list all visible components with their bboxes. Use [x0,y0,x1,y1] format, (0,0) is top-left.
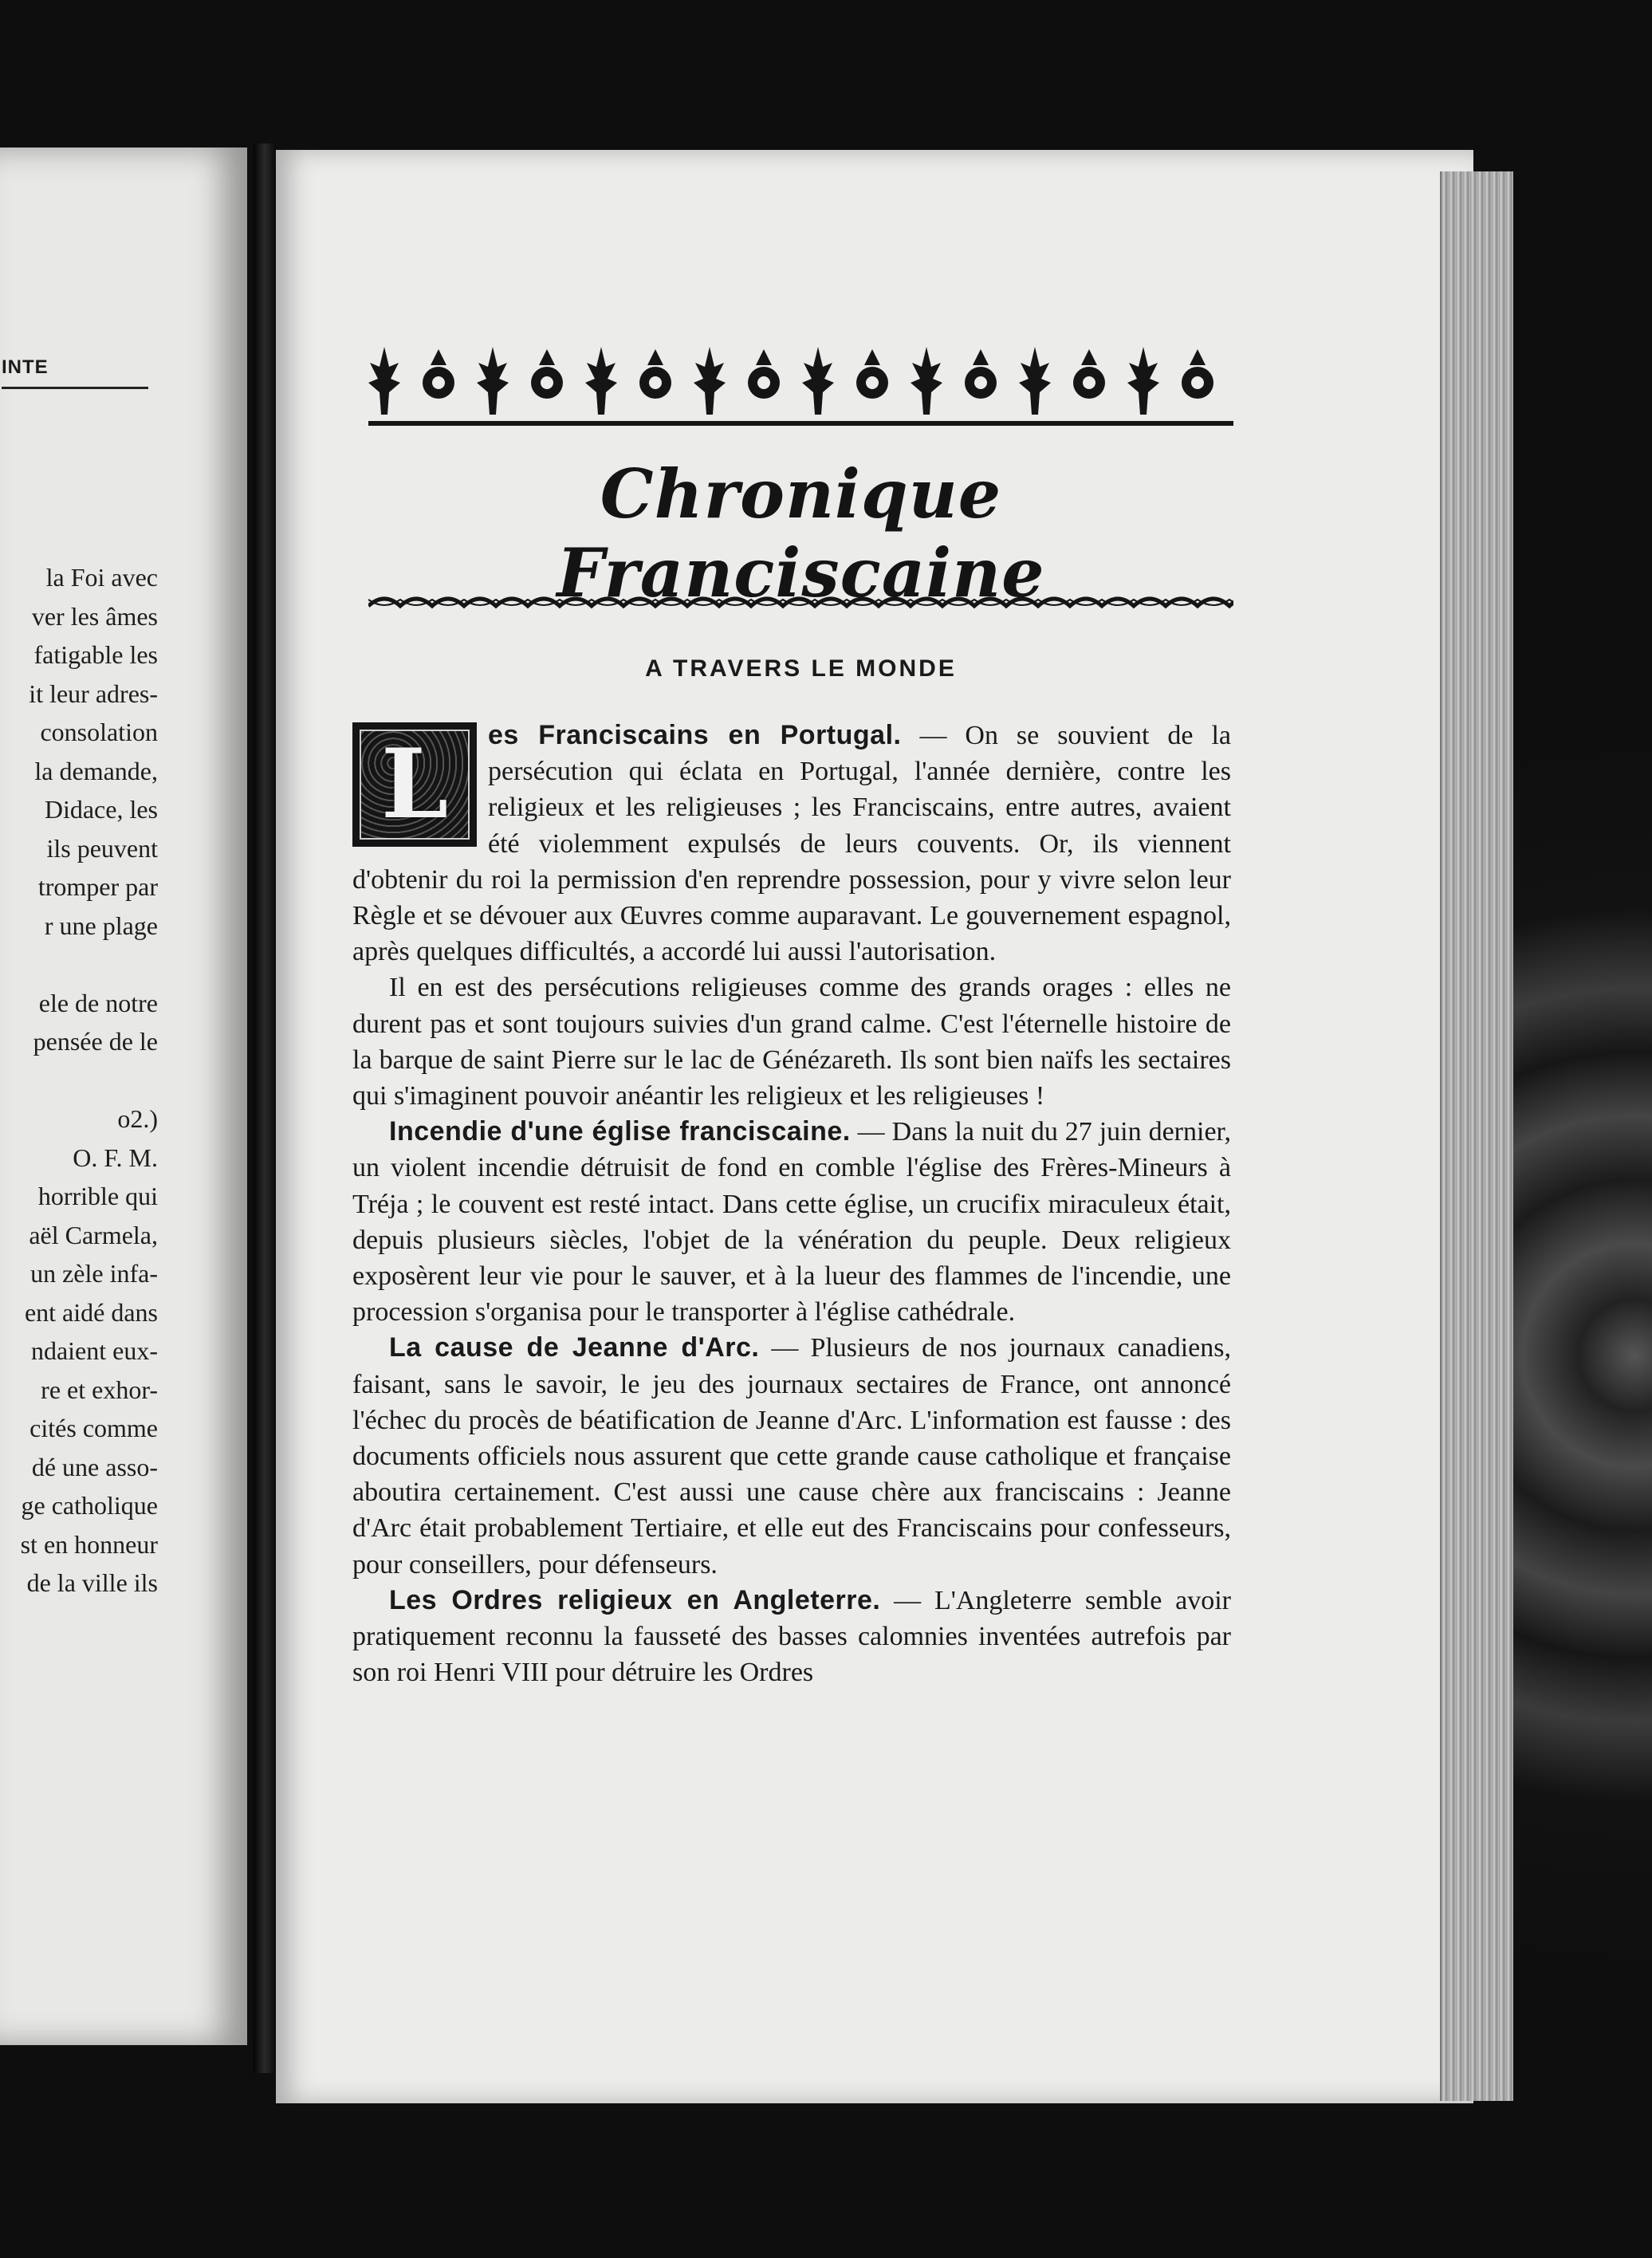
drop-cap-ornament [352,722,477,847]
article-jeanne-darc [352,1330,1231,1582]
article-heading: Incendie d'une église franciscaine. [389,1116,851,1147]
left-page-line: aël Carmela, [29,1220,158,1249]
left-page-line: ver les âmes [31,601,158,631]
left-page-line [0,1061,158,1100]
article-body [352,718,1231,1690]
section-heading: A TRAVERS LE MONDE [645,655,957,682]
left-page-line: r une plage [44,911,158,940]
left-page-line: consolation [40,718,158,746]
left-page-line: la demande, [34,756,158,785]
left-page-line: ndaient eux- [30,1336,158,1365]
left-page-line: st en honneur [20,1529,158,1559]
article-text: — On se souvient de la persécution qui éclata en Portugal, l'année dernière, contre les religieux et les religieuses ; les Franciscains, entre autres, avaient été violemment expulsés de leurs couvents. Or, ils viennent d'obtenir du roi la permission d'en reprendre possession, pour y vivre selon leur Règle et se dévouer aux Œuvres comme auparavant. Le gouvernement espagnol, après quelques difficultés, a accordé lui aussi l'autorisation. [352,721,1231,967]
left-page-line: ent aidé dans [24,1297,158,1327]
left-page-line: ele de notre [38,988,158,1017]
article-heading: Les Ordres religieux en Angleterre. [389,1584,881,1615]
left-page-line: un zèle infa- [30,1259,158,1288]
article-angleterre [352,1583,1231,1691]
drop-cap-letter: L [380,728,449,841]
left-page-line: dé une asso- [31,1452,158,1481]
left-page-line: ge catholique [21,1491,158,1520]
article-text: — Dans la nuit du 27 juin dernier, un violent incendie détruisit de fond en comble l'église des Frères-Mineurs à Tréja ; le couvent est resté intact. Dans cette église, un crucifix miraculeux était, depuis plusieurs siècles, l'objet de la vénération du peuple. Deux religieux exposèrent leur vie pour le sauver, et à la lueur des flammes de l'incendie, une procession s'organisa pour le transporter à l'église cathédrale. [352,1117,1231,1328]
left-page-text [0,558,158,1603]
left-page-line: it leur adres- [29,679,158,708]
left-running-head: INTE [2,356,148,389]
left-page-line: fatigable les [33,640,158,669]
article-heading: La cause de Jeanne d'Arc. [389,1332,760,1363]
book-gutter [254,144,276,2073]
article-heading: es Franciscains en Portugal. [488,720,902,750]
page-edges [1440,171,1513,2101]
left-page-line: la Foi avec [45,563,158,592]
left-page-line: re et exhor- [41,1375,158,1404]
left-page-line [0,945,158,984]
article-incendie [352,1114,1231,1330]
left-page-line: horrible qui [37,1182,158,1210]
left-page [0,148,247,2045]
left-page-line: o2.) [117,1104,158,1133]
article-text: — L'Angleterre semble avoir pratiquement reconnu la fausseté des basses calomnies inventées autrefois par son roi Henri VIII pour détruire les Ordres [352,1585,1231,1688]
left-page-line: O. F. M. [73,1143,158,1172]
left-page-line: pensée de le [33,1027,158,1056]
article-portugal [352,718,1231,970]
floral-ornament-band [368,335,1233,435]
wave-ornament [368,582,1233,630]
left-page-line: ils peuvent [46,833,158,863]
article-text: — Plusieurs de nos journaux canadiens, faisant, sans le savoir, le jeu des journaux sectaires de France, ont annoncé l'échec du procès de béatification de Jeanne d'Arc. L'information est fausse : des documents officiels nous assurent que cette grande cause catholique et française aboutira certainement. C'est aussi une cause chère aux franciscains : Jeanne d'Arc était probablement Tertiaire, et elle eut des Franciscains pour confesseurs, pour conseillers, pour défenseurs. [352,1333,1232,1579]
left-page-line: tromper par [37,872,158,901]
left-page-line: Didace, les [44,795,158,824]
left-page-line: de la ville ils [26,1568,158,1597]
left-page-line: cités comme [30,1414,158,1442]
page-title: Chronique Franciscaine [557,454,1045,612]
article-paragraph: Il en est des persécutions religieuses comme des grands orages : elles ne durent pas et sont toujours suivies d'un grand calme. C'est l'éternelle histoire de la barque de saint Pierre sur le lac de Génézareth. Ils sont bien naïfs les sectaires qui s'imaginent pouvoir anéantir les religieux et les religieuses ! [352,973,1231,1111]
